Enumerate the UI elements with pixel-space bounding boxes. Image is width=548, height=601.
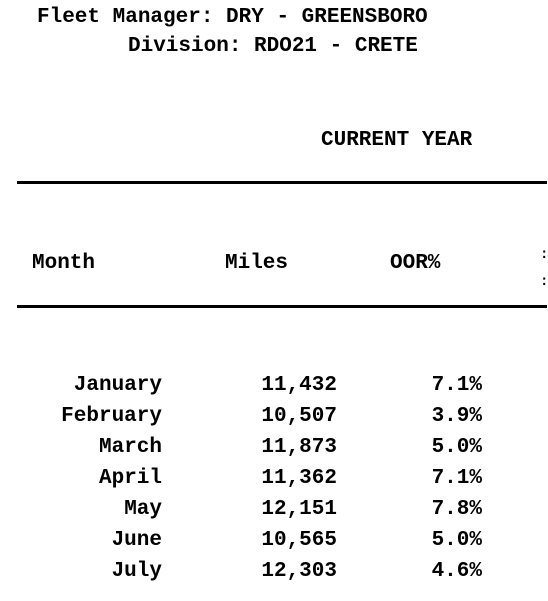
column-header-miles: Miles: [225, 252, 289, 275]
month-cell: May: [124, 498, 162, 521]
table-row: [0, 466, 547, 492]
table-row: [0, 497, 547, 523]
month-cell: June: [111, 529, 162, 552]
oor-cell: 7.8%: [431, 498, 482, 521]
table-row: [0, 373, 547, 399]
oor-cell: 5.0%: [431, 436, 482, 459]
oor-cell: 5.0%: [431, 529, 482, 552]
column-header-oor: OOR%: [390, 252, 441, 275]
table-row: [0, 435, 547, 461]
month-cell: July: [111, 560, 162, 583]
table-row: [0, 559, 547, 585]
miles-cell: 12,151: [261, 498, 337, 521]
header-bottom-rule: [17, 305, 547, 308]
month-cell: January: [73, 374, 162, 397]
column-header-month: Month: [32, 252, 96, 275]
division-heading: Division: RDO21 - CRETE: [128, 35, 418, 58]
miles-cell: 11,362: [261, 467, 337, 490]
miles-cell: 10,507: [261, 405, 337, 428]
truncated-column-mark: :: [540, 247, 548, 263]
oor-cell: 7.1%: [431, 467, 482, 490]
month-cell: February: [61, 405, 162, 428]
month-cell: April: [98, 467, 162, 490]
current-year-label: CURRENT YEAR: [321, 129, 473, 152]
table-row: [0, 404, 547, 430]
truncated-column-mark: :: [540, 274, 548, 290]
miles-cell: 12,303: [261, 560, 337, 583]
miles-cell: 10,565: [261, 529, 337, 552]
miles-cell: 11,432: [261, 374, 337, 397]
column-header-row: [0, 251, 547, 277]
header-top-rule: [17, 181, 547, 184]
miles-cell: 11,873: [261, 436, 337, 459]
oor-cell: 3.9%: [431, 405, 482, 428]
fleet-manager-heading: Fleet Manager: DRY - GREENSBORO: [37, 6, 428, 29]
oor-cell: 7.1%: [431, 374, 482, 397]
month-cell: March: [98, 436, 162, 459]
table-row: [0, 528, 547, 554]
oor-cell: 4.6%: [431, 560, 482, 583]
